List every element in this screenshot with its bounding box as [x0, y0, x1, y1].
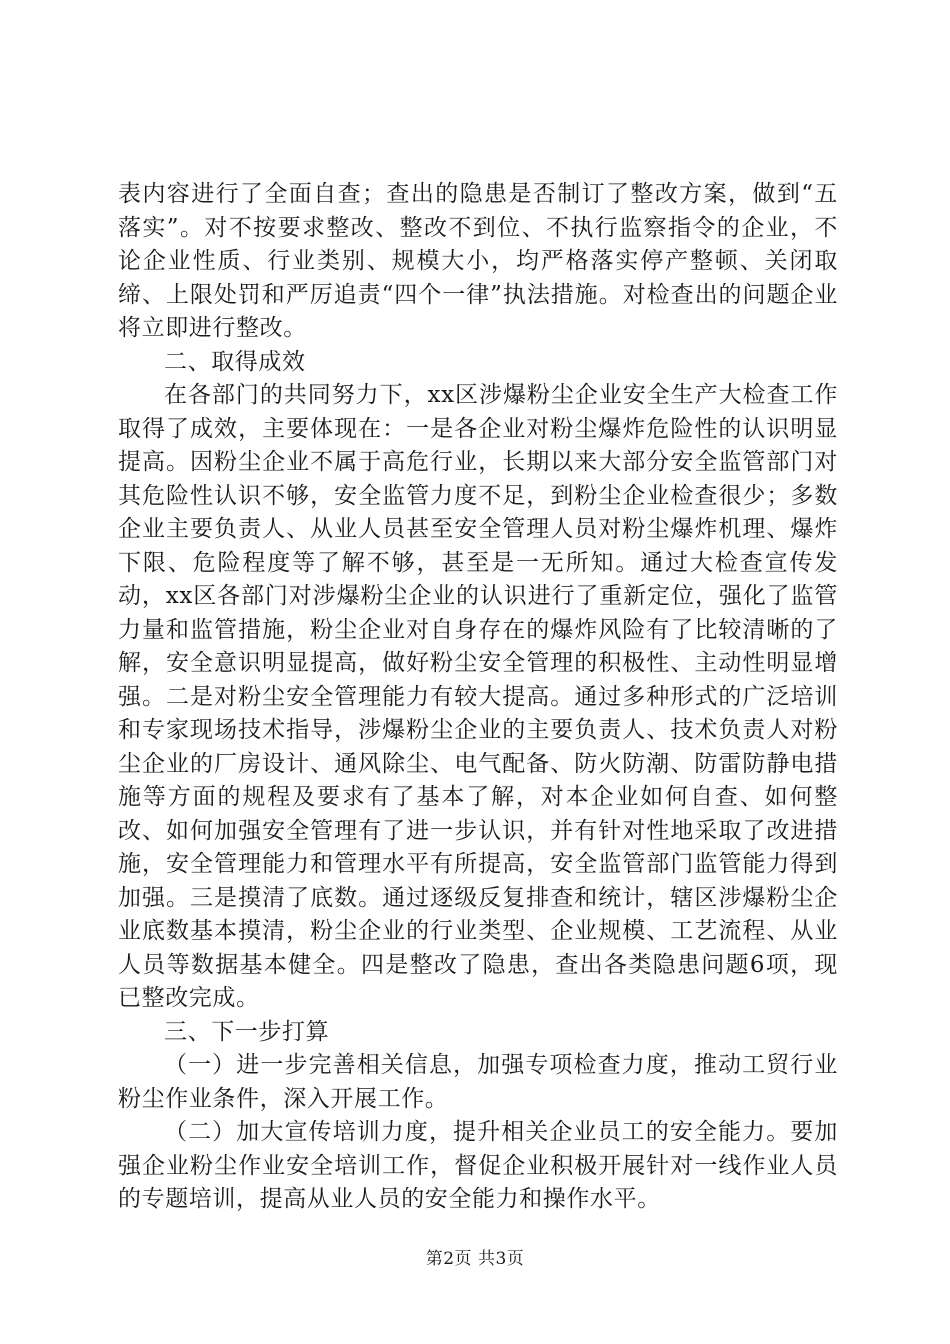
paragraph-next-step-1: （一）进一步完善相关信息，加强专项检查力度，推动工贸行业粉尘作业条件，深入开展工作。	[118, 1052, 838, 1112]
page-number-label: 第2页 共3页	[425, 1249, 525, 1269]
section-heading-next-steps: 三、下一步打算	[164, 1018, 330, 1045]
paragraph-continuation: 表内容进行了全面自查；查出的隐患是否制订了整改方案，做到“五落实”。对不按要求整改、整改不到位、不执行监察指令的企业，不论企业性质、行业类别、规模大小，均严格落实停产整顿、关闭取缔、上限处罚和严厉追责“四个一律”执法措施。对检查出的问题企业将立即进行整改。	[118, 181, 838, 341]
section-heading-achievements: 二、取得成效	[164, 348, 306, 375]
document-body	[118, 178, 838, 1217]
paragraph-achievements: 在各部门的共同努力下，xx区涉爆粉尘企业安全生产大检查工作取得了成效，主要体现在：一是各企业对粉尘爆炸危险性的认识明显提高。因粉尘企业不属于高危行业，长期以来大部分安全监管部门对其危险性认识不够，安全监管力度不足，到粉尘企业检查很少；多数企业主要负责人、从业人员甚至安全管理人员对粉尘爆炸机理、爆炸下限、危险程度等了解不够，甚至是一无所知。通过大检查宣传发动，xx区各部门对涉爆粉尘企业的认识进行了重新定位，强化了监管力量和监管措施，粉尘企业对自身存在的爆炸风险有了比较清晰的了解，安全意识明显提高，做好粉尘安全管理的积极性、主动性明显增强。二是对粉尘安全管理能力有较大提高。通过多种形式的广泛培训和专家现场技术指导，涉爆粉尘企业的主要负责人、技术负责人对粉尘企业的厂房设计、通风除尘、电气配备、防火防潮、防雷防静电措施等方面的规程及要求有了基本了解，对本企业如何自查、如何整改、如何加强安全管理有了进一步认识，并有针对性地采取了改进措施，安全管理能力和管理水平有所提高，安全监管部门监管能力得到加强。三是摸清了底数。通过逐级反复排查和统计，辖区涉爆粉尘企业底数基本摸清，粉尘企业的行业类型、企业规模、工艺流程、从业人员等数据基本健全。四是整改了隐患，查出各类隐患问题6项，现已整改完成。	[118, 382, 838, 1011]
page-footer	[0, 1244, 950, 1269]
paragraph-next-step-2: （二）加大宣传培训力度，提升相关企业员工的安全能力。要加强企业粉尘作业安全培训工作，督促企业积极开展针对一线作业人员的专题培训，提高从业人员的安全能力和操作水平。	[118, 1119, 838, 1212]
